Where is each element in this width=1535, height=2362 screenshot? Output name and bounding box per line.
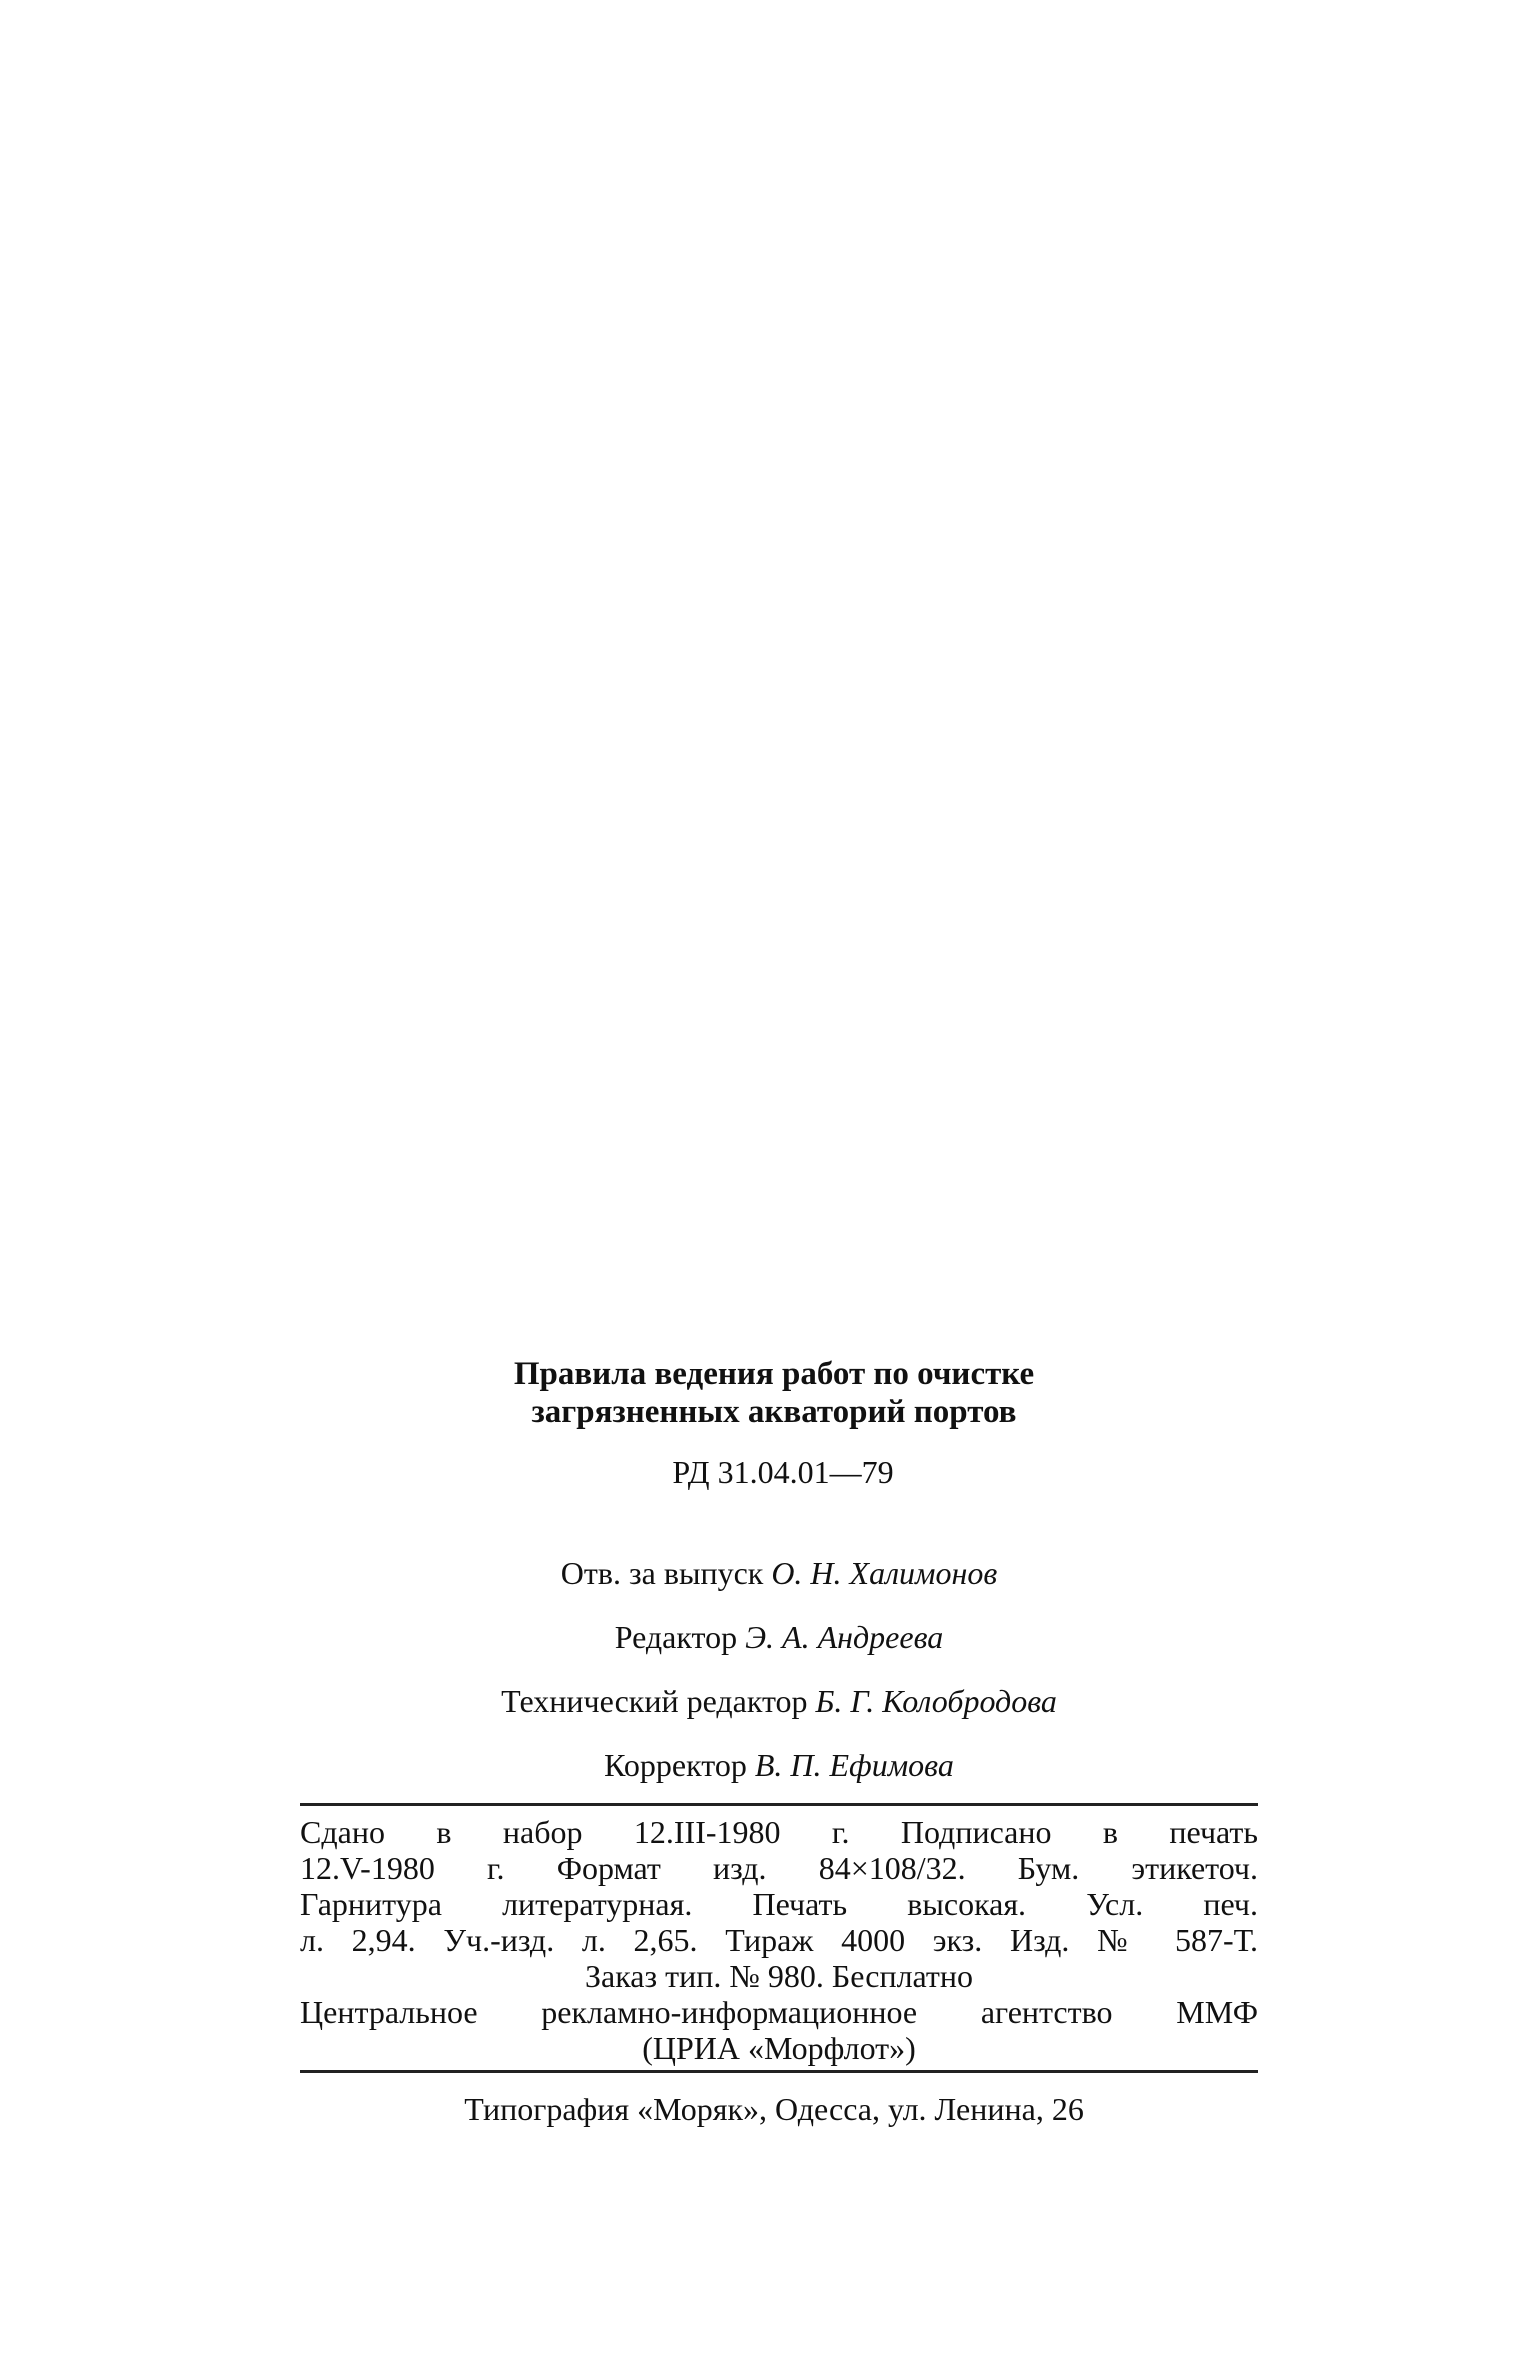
credits xyxy=(300,1541,1258,1797)
credit-person: В. П. Ефимова xyxy=(754,1747,954,1783)
colophon xyxy=(300,1355,1258,2127)
top-divider xyxy=(300,1803,1258,1806)
credit-role: Отв. за выпуск xyxy=(560,1555,764,1591)
credit-person: О. Н. Халимонов xyxy=(771,1555,998,1591)
credit-responsible xyxy=(300,1541,1258,1605)
credit-role: Редактор xyxy=(614,1619,738,1655)
publication-line: 12.V-1980 г. Формат изд. 84×108/32. Бум. этикеточ. xyxy=(300,1850,1258,1886)
document-number: РД 31.04.01—79 xyxy=(672,1454,894,1490)
credit-editor xyxy=(300,1605,1258,1669)
publication-agency: Центральное рекламно-информационное агентство ММФ xyxy=(300,1994,1258,2030)
publication-line: Заказ тип. № 980. Бесплатно xyxy=(584,1958,974,1994)
book-title-line-2: загрязненных акваторий портов xyxy=(531,1394,1017,1430)
book-title xyxy=(290,1355,1258,1431)
bottom-divider xyxy=(300,2070,1258,2073)
credit-person: Б. Г. Колобродова xyxy=(815,1683,1057,1719)
credit-technical-editor xyxy=(300,1669,1258,1733)
publication-agency-abbr: (ЦРИА «Морфлот») xyxy=(642,2030,916,2066)
publication-line: л. 2,94. Уч.-изд. л. 2,65. Тираж 4000 экз. Изд. № 587-Т. xyxy=(300,1922,1258,1958)
credit-person: Э. А. Андреева xyxy=(745,1619,944,1655)
credit-proofreader xyxy=(300,1733,1258,1797)
credit-role: Технический редактор xyxy=(501,1683,808,1719)
publication-info xyxy=(300,1814,1258,2066)
printer-info: Типография «Моряк», Одесса, ул. Ленина, 26 xyxy=(464,2091,1084,2127)
credit-role: Корректор xyxy=(604,1747,747,1783)
publication-line: Сдано в набор 12.III-1980 г. Подписано в печать xyxy=(300,1814,1258,1850)
publication-line: Гарнитура литературная. Печать высокая. Усл. печ. xyxy=(300,1886,1258,1922)
book-title-line-1: Правила ведения работ по очистке xyxy=(513,1356,1035,1392)
